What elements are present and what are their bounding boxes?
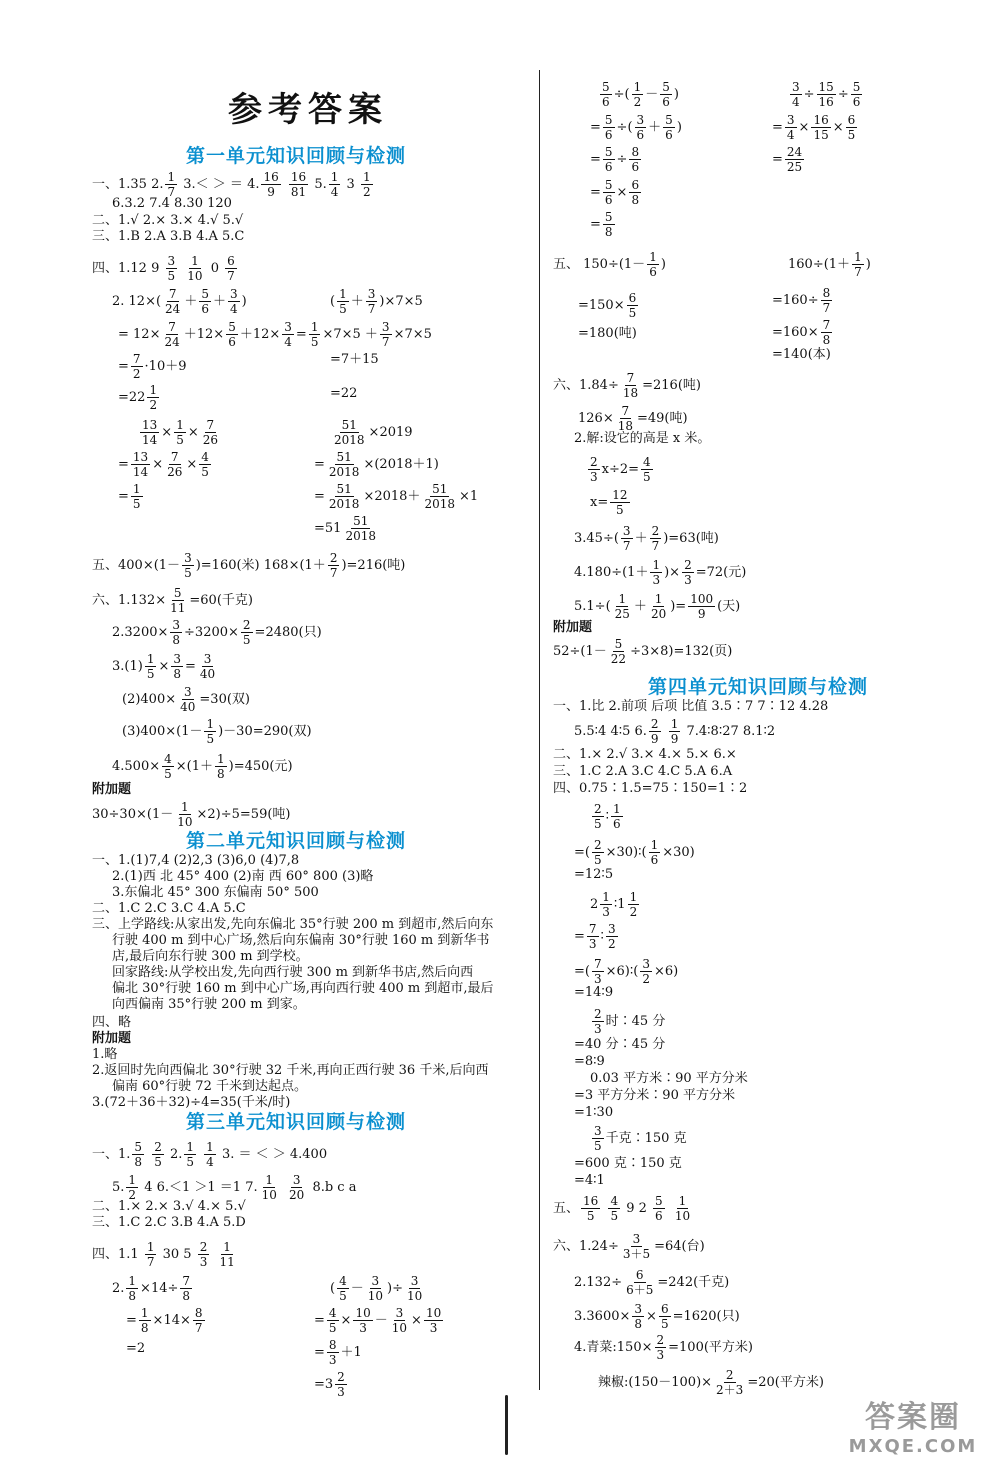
answer-line: 三、1.B 2.A 3.B 4.A 5.C <box>92 229 245 244</box>
calc-line: = $\frac{1}{5}$ <box>118 482 141 511</box>
answer-line: 四、1.12 9 $\frac{3}{5}$ $\frac{1}{10}$ 0 $\frac{6}{7}$ <box>92 254 235 283</box>
answer-line: 2.(1)西 北 45° 400 (2)南 西 60° 800 (3)略 <box>112 869 374 884</box>
calc-line: 2. $\frac{1}{8}$ ×14÷ $\frac{7}{8}$ <box>112 1274 191 1303</box>
calc-line: $\frac{51}{2018}$ ×2019 <box>334 418 413 447</box>
answer-line: 六、1.132× $\frac{5}{11}$ =60(千克) <box>92 586 253 615</box>
calc-line: 2. 12×( $\frac{7}{24}$ ＋ $\frac{5}{6}$ ＋ $\frac{3}{4}$ ) <box>112 287 247 316</box>
calc-line: = $\frac{13}{14}$ × $\frac{7}{26}$ × $\frac{4}{5}$ <box>118 450 209 479</box>
calc-line: =22 <box>330 386 358 401</box>
calc-line: =150× $\frac{6}{5}$ <box>578 291 637 320</box>
watermark-text: 答案圈 <box>865 1400 961 1435</box>
answer-line: 一、1.比 2.前项 后项 比值 3.5∶7 7∶12 4.28 <box>553 699 829 714</box>
section-title-unit3: 第三单元知识回顾与检测 <box>186 1111 407 1133</box>
calc-line: =2 <box>126 1341 146 1356</box>
answer-line: 52÷(1－ $\frac{5}{22}$ ÷3×8)=132(页) <box>553 637 733 666</box>
calc-line: = $\frac{1}{8}$ ×14× $\frac{8}{7}$ <box>126 1306 203 1335</box>
calc-line: =160÷ $\frac{8}{7}$ <box>772 286 831 315</box>
answer-line: 6.3.2 7.4 8.30 120 <box>112 196 232 211</box>
answer-line: 五、 $\frac{16}{5}$ $\frac{4}{5}$ 9 2 $\frac{5}{6}$ $\frac{1}{10}$ <box>553 1194 691 1223</box>
answer-line: 4.180÷(1＋ $\frac{1}{3}$ )× $\frac{2}{3}$ =72(元) <box>574 558 747 587</box>
answer-line: 2.3200× $\frac{3}{8}$ ÷3200× $\frac{2}{5}$ =2480(只) <box>112 618 322 647</box>
calc-line: = $\frac{51}{2018}$ ×2018＋ $\frac{51}{2018}$ ×1 <box>314 482 479 511</box>
calc-line: 2 $\frac{1}{3}$ ∶1 $\frac{1}{2}$ <box>590 890 638 919</box>
bonus-heading: 附加题 <box>92 782 132 797</box>
answer-line: 3.45÷( $\frac{3}{7}$ ＋ $\frac{2}{7}$ )=63(吨) <box>574 524 719 553</box>
answer-line: 偏南 60°行驶 72 千米到达起点。 <box>112 1079 307 1094</box>
answer-line: $\frac{2}{3}$ x÷2= $\frac{4}{5}$ <box>590 455 651 484</box>
answer-line: 偏北 30°行驶 160 m 到中心广场,再向西行驶 400 m 到超市,最后 <box>112 981 494 996</box>
calc-line: ( $\frac{1}{5}$ ＋ $\frac{3}{7}$ )×7×5 <box>330 287 423 316</box>
answer-line: 4.500× $\frac{4}{5}$ ×(1＋ $\frac{1}{8}$ )=450(元) <box>112 752 293 781</box>
answer-line: 二、1.× 2.√ 3.× 4.× 5.× 6.× <box>553 747 737 762</box>
answer-line: (2)400× $\frac{3}{40}$ =30(双) <box>122 685 250 714</box>
section-title-unit1: 第一单元知识回顾与检测 <box>186 145 407 167</box>
calc-line: =160× $\frac{7}{8}$ <box>772 318 831 347</box>
answer-line: (3)400×(1－ $\frac{1}{5}$ )－30=290(双) <box>122 717 312 746</box>
calc-line: $\frac{2}{5}$ ∶ $\frac{1}{6}$ <box>594 802 621 831</box>
calc-line: ( $\frac{4}{5}$ － $\frac{3}{10}$ )÷ $\frac{3}{10}$ <box>330 1274 423 1303</box>
watermark-url: MXQE.COM <box>848 1436 978 1457</box>
calc-line: = $\frac{3}{4}$ × $\frac{16}{15}$ × $\frac{6}{5}$ <box>772 113 856 142</box>
calc-line: =( $\frac{7}{3}$ ×6)∶( $\frac{3}{2}$ ×6) <box>574 957 679 986</box>
answer-line: 五、400×(1－ $\frac{3}{5}$ )=160(米) 168×(1＋ $\frac{2}{7}$ )=216(吨) <box>92 551 406 580</box>
binding-mark <box>505 1395 508 1455</box>
calc-line: 0.03 平方米∶90 平方分米 <box>590 1071 748 1086</box>
bonus-heading: 附加题 <box>92 1031 132 1046</box>
answer-line: 5.5∶4 4∶5 6. $\frac{2}{9}$ $\frac{1}{9}$ 7.4∶8∶27 8.1∶2 <box>574 717 776 746</box>
calc-line: =12∶5 <box>574 867 614 882</box>
answer-line: 二、1.√ 2.× 3.× 4.√ 5.√ <box>92 213 244 228</box>
answer-line: 3.(1) $\frac{1}{5}$ × $\frac{3}{8}$ = $\frac{3}{40}$ <box>112 652 216 681</box>
calc-line: =51 $\frac{51}{2018}$ <box>314 514 376 543</box>
calc-line: =40 分∶45 分 <box>574 1037 666 1052</box>
answer-line: 126× $\frac{7}{18}$ =49(吨) <box>578 404 688 433</box>
calc-line: = $\frac{24}{25}$ <box>772 145 803 174</box>
answer-line: 1.略 <box>92 1047 118 1062</box>
answer-line: 一、1.(1)7,4 (2)2,3 (3)6,0 (4)7,8 <box>92 853 300 868</box>
answer-line: 5.1÷( $\frac{1}{25}$ ＋ $\frac{1}{20}$ )= $\frac{100}{9}$ (天) <box>574 592 741 621</box>
calc-line: =22 $\frac{1}{2}$ <box>118 383 158 412</box>
answer-line: 三、上学路线:从家出发,先向东偏北 35°行驶 200 m 到超市,然后向东 <box>92 917 494 932</box>
calc-line: =3 平方分米∶90 平方分米 <box>574 1088 735 1103</box>
calc-line: $\frac{13}{14}$ × $\frac{1}{5}$ × $\frac{7}{26}$ <box>142 418 219 447</box>
calc-line: = $\frac{4}{5}$ × $\frac{10}{3}$ － $\frac{3}{10}$ × $\frac{10}{3}$ <box>314 1306 442 1335</box>
calc-line: =4∶1 <box>574 1173 605 1188</box>
calc-line: = $\frac{5}{6}$ × $\frac{6}{8}$ <box>590 178 640 207</box>
calc-line: = $\frac{5}{6}$ ÷ $\frac{8}{6}$ <box>590 145 640 174</box>
calc-line: =14∶9 <box>574 985 614 1000</box>
calc-line: =600 克∶150 克 <box>574 1156 682 1171</box>
column-divider <box>539 70 540 1390</box>
answer-line: 六、1.24÷ $\frac{3}{3+5}$ =64(台) <box>553 1232 705 1261</box>
answer-line: 一、1. $\frac{5}{8}$ $\frac{2}{5}$ 2. $\frac{1}{5}$ $\frac{1}{4}$ 3. ＝ ＜ ＞ 4.400 <box>92 1140 328 1169</box>
answer-line: 四、0.75∶1.5=75∶150=1∶2 <box>553 781 748 796</box>
section-title-unit2: 第二单元知识回顾与检测 <box>186 830 407 852</box>
calc-line: = $\frac{51}{2018}$ ×(2018＋1) <box>314 450 439 479</box>
answer-line: 四、1.1 $\frac{1}{7}$ 30 5 $\frac{2}{3}$ $\frac{1}{11}$ <box>92 1240 235 1269</box>
answer-line: 3.东偏北 45° 300 东偏南 50° 500 <box>112 885 319 900</box>
calc-line: $\frac{2}{3}$ 时∶45 分 <box>594 1007 666 1036</box>
calc-line: = $\frac{5}{6}$ ÷( $\frac{3}{6}$ ＋ $\frac{5}{6}$ ) <box>590 113 682 142</box>
answer-line: 辣椒:(150－100)× $\frac{2}{2+3}$ =20(平方米) <box>598 1368 824 1397</box>
calc-line: $\frac{3}{5}$ 千克∶150 克 <box>594 1124 687 1153</box>
answer-line: 3.(72＋36＋32)÷4=35(千米/时) <box>92 1095 291 1110</box>
calc-line: = $\frac{8}{3}$ ＋1 <box>314 1338 362 1367</box>
calc-line: =1∶30 <box>574 1105 614 1120</box>
calc-line: $\frac{5}{6}$ ÷( $\frac{1}{2}$ － $\frac{5}{6}$ ) <box>602 80 679 109</box>
section-title-unit4: 第四单元知识回顾与检测 <box>648 676 869 698</box>
calc-line: = 12× $\frac{7}{24}$ ＋12× $\frac{5}{6}$ ＋12× $\frac{3}{4}$ = $\frac{1}{5}$ ×7×5 ＋ $\frac{3}{7}$ ×7×5 <box>118 320 432 349</box>
calc-line: =7＋15 <box>330 352 379 367</box>
answer-line: x= $\frac{12}{5}$ <box>590 488 628 517</box>
watermark-logo <box>838 1392 988 1472</box>
page-title: 参考答案 <box>228 90 388 130</box>
calc-line: = $\frac{7}{2}$ ·10＋9 <box>118 352 187 381</box>
answer-line: 2.解:设它的高是 x 米。 <box>574 431 711 446</box>
answer-line: 店,最后向东行驶 300 m 到学校。 <box>112 949 309 964</box>
answer-line: 三、1.C 2.C 3.B 4.A 5.D <box>92 1215 246 1230</box>
answer-line: 回家路线:从学校出发,先向西行驶 300 m 到新华书店,然后向西 <box>112 965 474 980</box>
calc-line: = $\frac{5}{8}$ <box>590 210 613 239</box>
answer-line: 二、1.C 2.C 3.C 4.A 5.C <box>92 901 246 916</box>
answer-line: 六、1.84÷ $\frac{7}{18}$ =216(吨) <box>553 371 701 400</box>
answer-line: 三、1.C 2.A 3.C 4.C 5.A 6.A <box>553 764 733 779</box>
answer-line: 30÷30×(1－ $\frac{1}{10}$ ×2)÷5=59(吨) <box>92 800 291 829</box>
answer-line: 2.132÷ $\frac{6}{6+5}$ =242(千克) <box>574 1268 730 1297</box>
answer-line: 一、1.35 2. $\frac{1}{7}$ 3.＜ ＞ ＝ 4. $\frac{16}{9}$ $\frac{16}{81}$ 5. $\frac{1}{4}$ 3 $\frac{1}{2}$ <box>92 170 371 199</box>
answer-line: 二、1.× 2.× 3.√ 4.× 5.√ <box>92 1199 246 1214</box>
calc-line: =8∶9 <box>574 1054 605 1069</box>
answer-line: 向西偏南 35°行驶 200 m 到家。 <box>112 997 306 1012</box>
answer-line: 4.青菜:150× $\frac{2}{3}$ =100(平方米) <box>574 1333 753 1362</box>
answer-line: 四、略 <box>92 1015 132 1030</box>
calc-line: =3 $\frac{2}{3}$ <box>314 1370 345 1399</box>
calc-line: = $\frac{7}{3}$ ∶ $\frac{3}{2}$ <box>574 922 616 951</box>
calc-line: 160÷(1＋ $\frac{1}{7}$ ) <box>788 250 871 279</box>
answer-line: 2.返回时先向西偏北 30°行驶 32 千米,再向正西行驶 36 千米,后向西 <box>92 1063 489 1078</box>
bonus-heading: 附加题 <box>553 620 593 635</box>
calc-line: =( $\frac{2}{5}$ ×30)∶( $\frac{1}{6}$ ×30) <box>574 838 695 867</box>
answer-line: 5. $\frac{1}{2}$ 4 6.＜1 ＞1 ＝1 7. $\frac{1}{10}$ $\frac{3}{20}$ 8.b c a <box>112 1173 357 1202</box>
calc-line: 五、 150÷(1－ $\frac{1}{6}$ ) <box>553 250 666 279</box>
calc-line: =180(吨) <box>578 326 637 341</box>
answer-line: 3.3600× $\frac{3}{8}$ × $\frac{6}{5}$ =1620(只) <box>574 1302 740 1331</box>
answer-line: 行驶 400 m 到中心广场,然后向东偏南 30°行驶 160 m 到新华书 <box>112 933 490 948</box>
calc-line: $\frac{3}{4}$ ÷ $\frac{15}{16}$ ÷ $\frac{5}{6}$ <box>792 80 861 109</box>
calc-line: =140(本) <box>772 347 831 362</box>
